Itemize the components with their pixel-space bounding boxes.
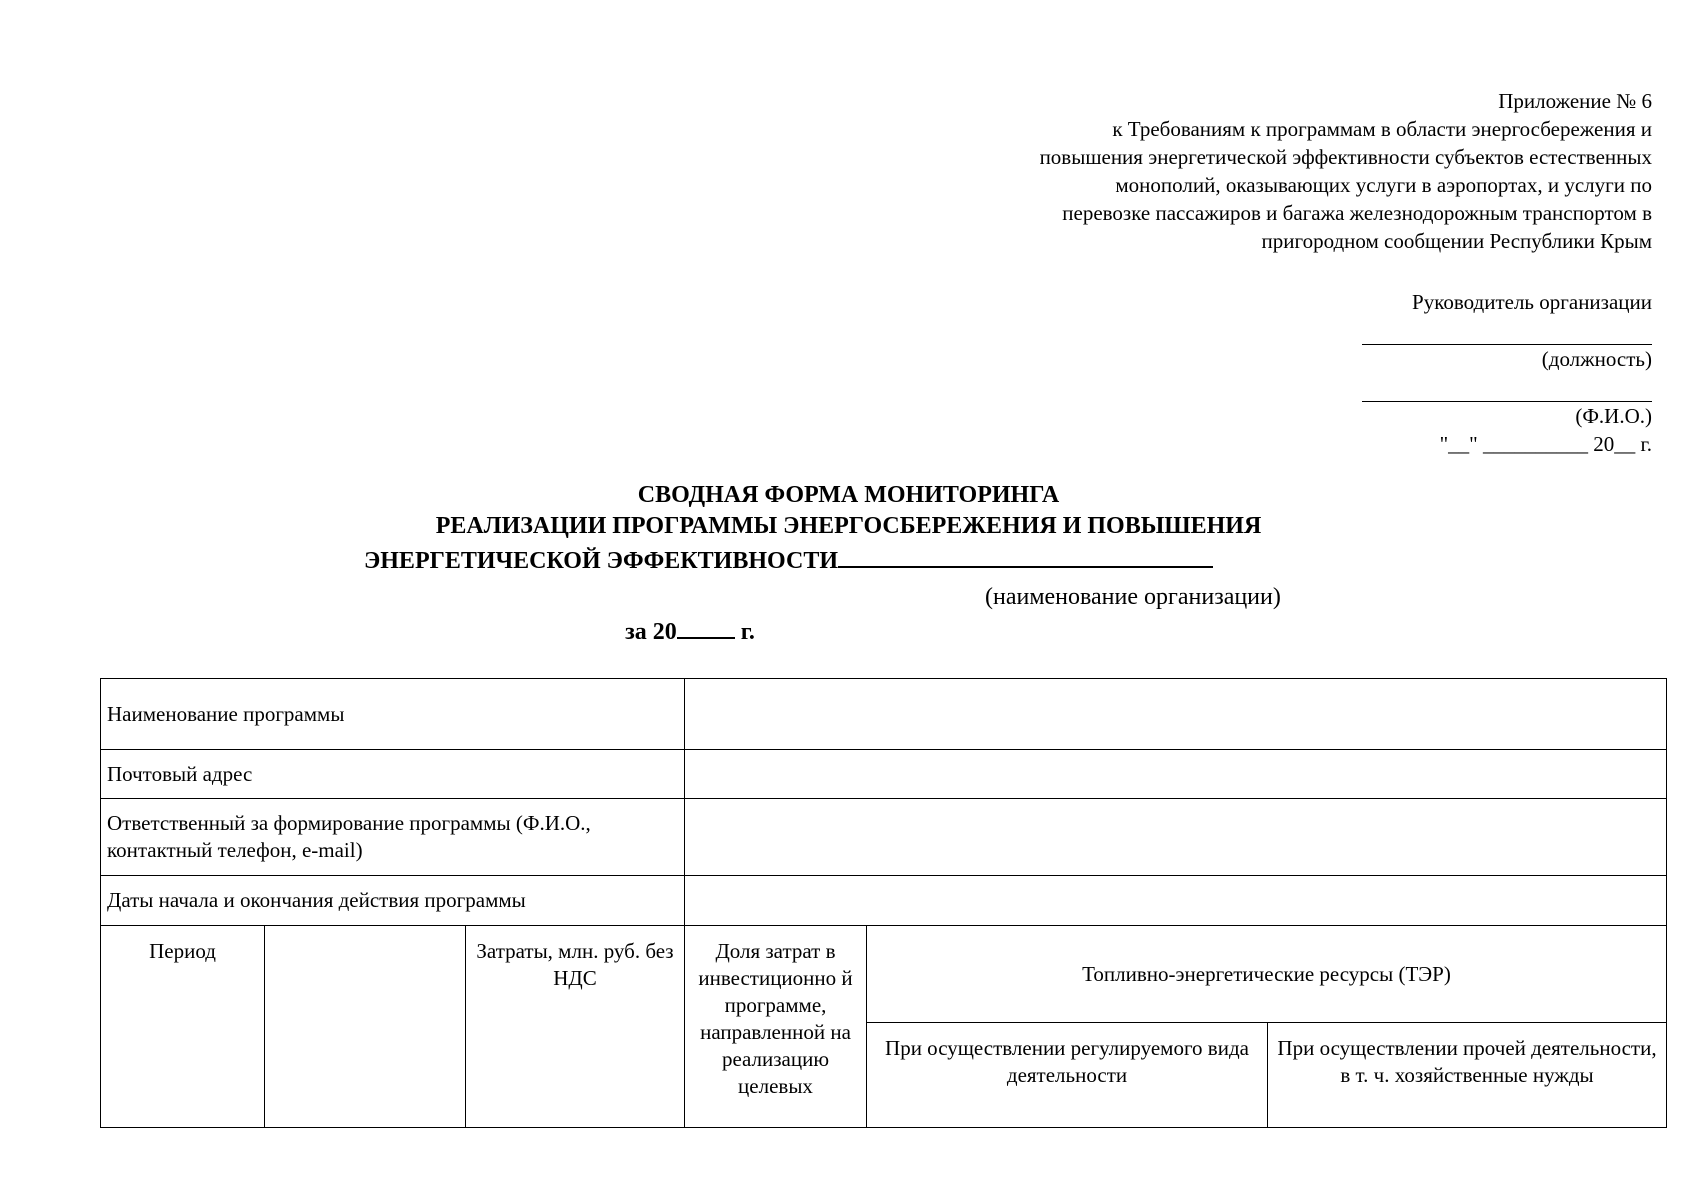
position-hint: (должность) <box>1541 347 1652 371</box>
title-line-3: ЭНЕРГЕТИЧЕСКОЙ ЭФФЕКТИВНОСТИ <box>363 548 838 574</box>
appendix-line: повышения энергетической эффективности субъектов естественных <box>1039 145 1652 169</box>
title-line-1: СВОДНАЯ ФОРМА МОНИТОРИНГА <box>637 482 1060 508</box>
position-signature-line[interactable] <box>1362 316 1652 345</box>
monitoring-form-table <box>100 678 1667 1128</box>
table-row <box>101 679 1667 750</box>
table-row <box>101 750 1667 799</box>
report-year <box>0 615 1380 647</box>
postal-address-value[interactable] <box>685 750 1667 799</box>
title-line-3-row <box>0 542 1637 577</box>
appendix-number: Приложение № 6 <box>1498 89 1652 113</box>
approval-date-line: "__" __________ 20__ г. <box>1439 432 1652 456</box>
table-header-row <box>101 926 1667 1023</box>
ter-other-header: При осуществлении прочей деятельности, в т. ч. хозяйственные нужды <box>1268 1023 1667 1128</box>
name-hint: (Ф.И.О.) <box>1575 404 1652 428</box>
appendix-line: к Требованиям к программам в области энергосбережения и <box>1112 117 1652 141</box>
year-suffix: г. <box>740 619 755 645</box>
program-name-value[interactable] <box>685 679 1667 750</box>
program-dates-label: Даты начала и окончания действия программы <box>101 876 685 926</box>
appendix-line: пригородном сообщении Республики Крым <box>1261 229 1652 253</box>
approval-head: Руководитель организации <box>1412 290 1652 314</box>
empty-header-cell <box>265 926 466 1128</box>
approval-block <box>1252 288 1652 458</box>
organization-name-hint: (наименование организации) <box>985 584 1281 610</box>
costs-header: Затраты, млн. руб. без НДС <box>466 926 685 1128</box>
name-signature-line[interactable] <box>1362 373 1652 402</box>
ter-header: Топливно-энергетические ресурсы (ТЭР) <box>867 926 1667 1023</box>
period-header: Период <box>101 926 265 1128</box>
table-row <box>101 799 1667 876</box>
investment-share-header: Доля затрат в инвестиционно й программе, направленной на реализацию целевых <box>685 926 867 1128</box>
appendix-line: монополий, оказывающих услуги в аэропортах, и услуги по <box>1115 173 1652 197</box>
program-dates-value[interactable] <box>685 876 1667 926</box>
appendix-block <box>892 87 1652 255</box>
year-blank[interactable] <box>677 615 735 639</box>
organization-name-blank[interactable] <box>838 542 1213 568</box>
year-prefix: за 20 <box>625 619 677 645</box>
program-name-label: Наименование программы <box>101 679 685 750</box>
title-line-2: РЕАЛИЗАЦИИ ПРОГРАММЫ ЭНЕРГОСБЕРЕЖЕНИЯ И ПОВЫШЕНИЯ <box>435 513 1262 539</box>
table-row <box>101 876 1667 926</box>
postal-address-label: Почтовый адрес <box>101 750 685 799</box>
appendix-line: перевозке пассажиров и багажа железнодорожным транспортом в <box>1062 201 1652 225</box>
responsible-person-value[interactable] <box>685 799 1667 876</box>
ter-regulated-header: При осуществлении регулируемого вида деятельности <box>867 1023 1268 1128</box>
form-title <box>0 480 1697 577</box>
responsible-person-label: Ответственный за формирование программы (Ф.И.О., контактный телефон, e-mail) <box>101 799 685 876</box>
